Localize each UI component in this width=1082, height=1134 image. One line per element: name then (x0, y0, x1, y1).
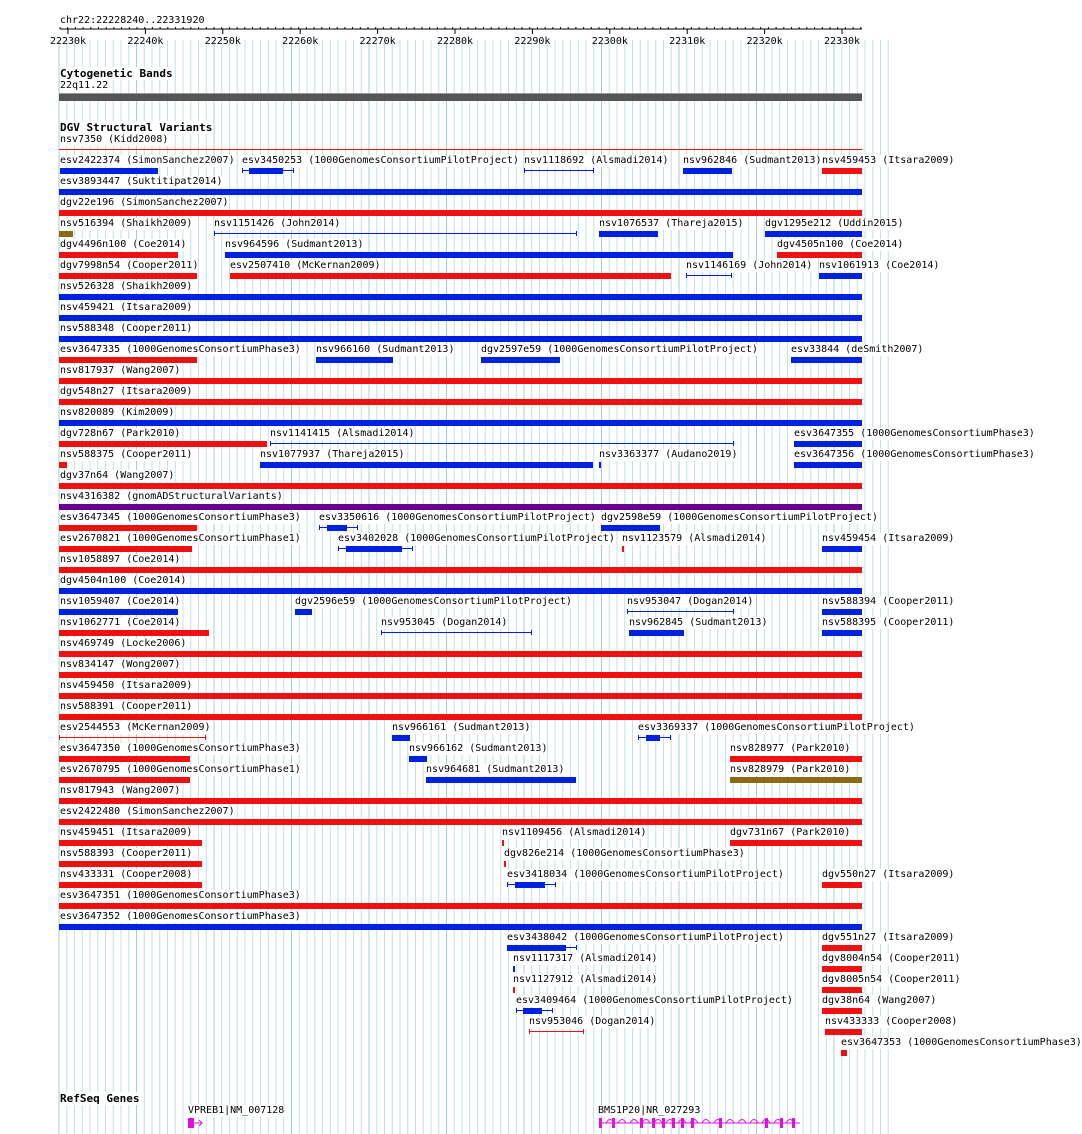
feature-bar[interactable] (59, 819, 862, 825)
feature-label: nsv1141415 (Alsmadi2014) (270, 428, 415, 439)
feature-bar[interactable] (59, 693, 862, 699)
feature-label: nsv588391 (Cooper2011) (60, 701, 193, 712)
feature-end-cap (686, 273, 687, 278)
feature-label: nsv1077937 (Thareja2015) (260, 449, 405, 460)
feature-bar[interactable] (59, 546, 192, 552)
feature-bar[interactable] (730, 756, 862, 762)
feature-end-cap (214, 231, 215, 236)
feature-label: nsv1146169 (John2014) (686, 260, 813, 271)
feature-end-cap (507, 882, 508, 887)
feature-bar[interactable] (513, 987, 515, 993)
feature-label: nsv1076537 (Thareja2015) (599, 218, 744, 229)
feature-label: nsv588375 (Cooper2011) (60, 449, 193, 460)
feature-label: esv3418034 (1000GenomesConsortiumPilotProject) (507, 869, 784, 880)
feature-bar[interactable] (59, 273, 197, 279)
feature-end-cap (593, 168, 594, 173)
feature-label: nsv1059407 (Coe2014) (60, 596, 181, 607)
feature-end-cap (529, 1029, 530, 1034)
feature-bar[interactable] (841, 1050, 847, 1056)
feature-bar[interactable] (59, 798, 862, 804)
feature-end-cap (59, 735, 60, 740)
ruler-tick-label: 22280k (436, 36, 474, 47)
feature-bar[interactable] (316, 357, 393, 363)
ruler-coords: chr22:22228240..22331920 (60, 15, 205, 26)
feature-bar[interactable] (59, 315, 862, 321)
feature-label: nsv817943 (Wang2007) (60, 785, 181, 796)
dgv-first-feature-label: nsv7350 (Kidd2008) (60, 134, 169, 145)
feature-end-cap (319, 525, 320, 530)
feature-span-line[interactable] (214, 233, 576, 234)
feature-bar[interactable] (59, 462, 67, 468)
feature-label: dgv2598e59 (1000GenomesConsortiumPilotProject) (601, 512, 878, 523)
feature-end-cap (242, 168, 243, 173)
feature-end-cap (576, 231, 577, 236)
feature-label: nsv966160 (Sudmant2013) (316, 344, 455, 355)
feature-end-cap (576, 945, 577, 950)
feature-label: esv3647345 (1000GenomesConsortiumPhase3) (60, 512, 301, 523)
feature-label: nsv966161 (Sudmant2013) (392, 722, 531, 733)
feature-bar[interactable] (523, 1008, 542, 1014)
feature-label: esv3647350 (1000GenomesConsortiumPhase3) (60, 743, 301, 754)
ruler-tick-label: 22240k (127, 36, 164, 47)
feature-bar[interactable] (230, 273, 671, 279)
feature-label: nsv1109456 (Alsmadi2014) (502, 827, 647, 838)
gene-intron-chevron (750, 1120, 758, 1124)
feature-label: nsv953047 (Dogan2014) (627, 596, 754, 607)
feature-label: dgv4505n100 (Coe2014) (777, 239, 904, 250)
feature-bar[interactable] (59, 840, 202, 846)
ruler-tick-label: 22290k (514, 36, 551, 47)
feature-label: nsv433333 (Cooper2008) (825, 1016, 958, 1027)
gene-exon (662, 1118, 665, 1128)
ruler-tick-label: 22330k (823, 36, 861, 47)
ruler-tick-label: 22320k (746, 36, 783, 47)
feature-label: nsv459454 (Itsara2009) (822, 533, 955, 544)
feature-bar[interactable] (59, 378, 862, 384)
feature-bar[interactable] (794, 441, 862, 447)
feature-bar[interactable] (59, 210, 862, 216)
feature-label: nsv1151426 (John2014) (214, 218, 341, 229)
feature-label: nsv1062771 (Coe2014) (60, 617, 181, 628)
refseq-gene-models[interactable] (0, 1114, 890, 1134)
feature-bar[interactable] (59, 882, 202, 888)
feature-label: esv3893447 (Suktitipat2014) (60, 176, 223, 187)
feature-bar[interactable] (59, 189, 862, 195)
feature-label: nsv953045 (Dogan2014) (381, 617, 508, 628)
feature-label: esv3350616 (1000GenomesConsortiumPilotProject) (319, 512, 596, 523)
feature-label: esv3647356 (1000GenomesConsortiumPhase3) (794, 449, 1035, 460)
feature-bar[interactable] (59, 756, 190, 762)
feature-bar[interactable] (646, 735, 660, 741)
feature-end-cap (552, 1008, 553, 1013)
feature-span-line[interactable] (270, 443, 733, 444)
feature-bar[interactable] (59, 861, 202, 867)
feature-end-cap (293, 168, 294, 173)
feature-label: nsv3363377 (Audano2019) (599, 449, 738, 460)
gene-intron-chevron (654, 1120, 662, 1124)
feature-bar[interactable] (599, 462, 601, 468)
feature-label: dgv548n27 (Itsara2009) (60, 386, 193, 397)
feature-bar[interactable] (59, 399, 862, 405)
feature-label: nsv588348 (Cooper2011) (60, 323, 193, 334)
feature-label: dgv7998n54 (Cooper2011) (60, 260, 199, 271)
feature-label: dgv550n27 (Itsara2009) (822, 869, 955, 880)
feature-bar[interactable] (59, 483, 862, 489)
feature-bar[interactable] (819, 273, 862, 279)
feature-label: nsv526328 (Shaikh2009) (60, 281, 193, 292)
feature-end-cap (412, 546, 413, 551)
feature-span-line[interactable] (524, 170, 593, 171)
feature-bar[interactable] (249, 168, 283, 174)
feature-end-cap (638, 735, 639, 740)
feature-label: nsv459421 (Itsara2009) (60, 302, 193, 313)
feature-bar[interactable] (502, 840, 504, 846)
feature-label: nsv1117317 (Alsmadi2014) (513, 953, 658, 964)
feature-bar[interactable] (481, 357, 560, 363)
feature-bar[interactable] (225, 252, 733, 258)
feature-bar[interactable] (629, 630, 684, 636)
feature-label: nsv459453 (Itsara2009) (822, 155, 955, 166)
feature-label: esv2422374 (SimonSanchez2007) (60, 155, 235, 166)
feature-bar[interactable] (59, 231, 73, 237)
feature-label: nsv4316382 (gnomADStructuralVariants) (60, 491, 283, 502)
ruler-tick-label: 22230k (49, 36, 87, 47)
feature-label: dgv2596e59 (1000GenomesConsortiumPilotProject) (295, 596, 572, 607)
feature-bar[interactable] (599, 231, 658, 237)
feature-label: nsv1061913 (Coe2014) (819, 260, 940, 271)
feature-label: nsv966162 (Sudmant2013) (409, 743, 548, 754)
feature-label: nsv588393 (Cooper2011) (60, 848, 193, 859)
feature-label: esv3647351 (1000GenomesConsortiumPhase3) (60, 890, 301, 901)
feature-end-cap (270, 441, 271, 446)
feature-label: nsv588395 (Cooper2011) (822, 617, 955, 628)
gene-exon (599, 1118, 602, 1128)
feature-label: esv3402028 (1000GenomesConsortiumPilotProject) (338, 533, 615, 544)
feature-bar[interactable] (59, 651, 862, 657)
feature-label: nsv964681 (Sudmant2013) (426, 764, 565, 775)
feature-span-line[interactable] (381, 632, 531, 633)
feature-label: esv3647355 (1000GenomesConsortiumPhase3) (794, 428, 1035, 439)
feature-bar[interactable] (295, 609, 312, 615)
feature-bar[interactable] (59, 504, 862, 510)
feature-label: nsv459450 (Itsara2009) (60, 680, 193, 691)
feature-label: nsv817937 (Wang2007) (60, 365, 181, 376)
feature-bar[interactable] (59, 294, 862, 300)
feature-label: nsv828977 (Park2010) (730, 743, 851, 754)
feature-label: nsv828979 (Park2010) (730, 764, 851, 775)
feature-end-cap (531, 630, 532, 635)
feature-bar[interactable] (392, 735, 410, 741)
refseq-track-title: RefSeq Genes (60, 1092, 140, 1105)
feature-label: nsv1118692 (Alsmadi2014) (524, 155, 669, 166)
feature-label: nsv834147 (Wong2007) (60, 659, 181, 670)
feature-bar[interactable] (730, 777, 862, 783)
feature-label: dgv8005n54 (Cooper2011) (822, 974, 961, 985)
feature-bar[interactable] (60, 168, 158, 174)
feature-bar[interactable] (59, 672, 862, 678)
gene-label-bms1p20: BMS1P20|NR_027293 (598, 1105, 701, 1116)
feature-bar[interactable] (327, 525, 347, 531)
feature-label: dgv1295e212 (Uddin2015) (765, 218, 904, 229)
feature-label: dgv22e196 (SimonSanchez2007) (60, 197, 229, 208)
feature-label: dgv826e214 (1000GenomesConsortiumPhase3) (504, 848, 745, 859)
feature-bar[interactable] (426, 777, 576, 783)
feature-end-cap (516, 1008, 517, 1013)
feature-label: esv3450253 (1000GenomesConsortiumPilotProject) (242, 155, 519, 166)
feature-bar[interactable] (59, 336, 862, 342)
gene-exon (188, 1118, 194, 1128)
ruler-tick-label: 22250k (204, 36, 241, 47)
feature-label: dgv8004n54 (Cooper2011) (822, 953, 961, 964)
feature-bar[interactable] (822, 966, 862, 972)
dgv-track-title: DGV Structural Variants (60, 121, 213, 134)
feature-label: dgv4496n100 (Coe2014) (60, 239, 187, 250)
feature-bar[interactable] (825, 1029, 862, 1035)
feature-bar[interactable] (601, 525, 660, 531)
feature-end-cap (733, 441, 734, 446)
feature-bar[interactable] (777, 252, 862, 258)
feature-bar[interactable] (59, 777, 190, 783)
cytoband-bar[interactable] (59, 93, 862, 101)
feature-bar[interactable] (59, 903, 862, 909)
feature-label: nsv1123579 (Alsmadi2014) (622, 533, 767, 544)
feature-label: esv3647352 (1000GenomesConsortiumPhase3) (60, 911, 301, 922)
feature-bar[interactable] (59, 420, 862, 426)
feature-end-cap (338, 546, 339, 551)
ruler-tick-label: 22270k (359, 36, 396, 47)
feature-end-cap (205, 735, 206, 740)
feature-nsv7350[interactable] (59, 149, 862, 150)
feature-label: nsv588394 (Cooper2011) (822, 596, 955, 607)
coordinate-ruler[interactable] (0, 0, 890, 60)
feature-bar[interactable] (59, 357, 197, 363)
feature-bar[interactable] (822, 945, 862, 951)
feature-bar[interactable] (822, 987, 862, 993)
feature-bar[interactable] (765, 231, 862, 237)
feature-bar[interactable] (504, 861, 506, 867)
feature-label: esv2544553 (McKernan2009) (60, 722, 211, 733)
gene-intron-chevron (702, 1120, 710, 1124)
feature-label: esv3647353 (1000GenomesConsortiumPhase3) (841, 1037, 1082, 1048)
feature-bar[interactable] (59, 630, 209, 636)
feature-label: dgv551n27 (Itsara2009) (822, 932, 955, 943)
feature-label: dgv2597e59 (1000GenomesConsortiumPilotProject) (481, 344, 758, 355)
feature-bar[interactable] (513, 966, 515, 972)
feature-label: nsv1127912 (Alsmadi2014) (513, 974, 658, 985)
feature-bar[interactable] (822, 609, 862, 615)
feature-label: esv2670821 (1000GenomesConsortiumPhase1) (60, 533, 301, 544)
feature-label: esv3438042 (1000GenomesConsortiumPilotProject) (507, 932, 784, 943)
feature-label: nsv469749 (Locke2006) (60, 638, 187, 649)
feature-bar[interactable] (515, 882, 545, 888)
feature-label: dgv4504n100 (Coe2014) (60, 575, 187, 586)
feature-bar[interactable] (791, 357, 862, 363)
feature-end-cap (524, 168, 525, 173)
feature-end-cap (731, 273, 732, 278)
feature-end-cap (555, 882, 556, 887)
gene-label-vpreb1: VPREB1|NM_007128 (188, 1105, 285, 1116)
feature-label: nsv953046 (Dogan2014) (529, 1016, 656, 1027)
feature-bar[interactable] (409, 756, 427, 762)
feature-bar[interactable] (507, 945, 566, 951)
feature-span-line[interactable] (529, 1031, 583, 1032)
feature-bar[interactable] (59, 714, 862, 720)
gene-intron-chevron (726, 1120, 734, 1124)
feature-label: esv3409464 (1000GenomesConsortiumPilotProject) (516, 995, 793, 1006)
feature-end-cap (733, 609, 734, 614)
feature-label: esv2422480 (SimonSanchez2007) (60, 806, 235, 817)
ruler-tick-label: 22310k (669, 36, 706, 47)
cytoband-track-title: Cytogenetic Bands (60, 67, 173, 80)
gene-intron-chevron (738, 1120, 746, 1124)
feature-label: dgv731n67 (Park2010) (730, 827, 851, 838)
gene-intron-chevron (618, 1120, 626, 1124)
gene-intron-chevron (630, 1120, 638, 1124)
feature-bar[interactable] (683, 168, 732, 174)
feature-bar[interactable] (730, 840, 862, 846)
feature-bar[interactable] (794, 462, 862, 468)
feature-end-cap (627, 609, 628, 614)
feature-end-cap (357, 525, 358, 530)
feature-span-line[interactable] (686, 275, 731, 276)
feature-bar[interactable] (59, 588, 862, 594)
feature-label: esv3369337 (1000GenomesConsortiumPilotProject) (638, 722, 915, 733)
feature-bar[interactable] (59, 525, 197, 531)
gene-strand-arrow (194, 1120, 202, 1126)
feature-bar[interactable] (59, 924, 862, 930)
feature-bar[interactable] (822, 630, 862, 636)
feature-end-cap (381, 630, 382, 635)
feature-label: dgv37n64 (Wang2007) (60, 470, 175, 481)
feature-label: nsv962845 (Sudmant2013) (629, 617, 768, 628)
feature-bar[interactable] (59, 567, 862, 573)
feature-end-cap (583, 1029, 584, 1034)
feature-label: esv33844 (deSmith2007) (791, 344, 924, 355)
feature-label: nsv1058897 (Coe2014) (60, 554, 181, 565)
feature-bar[interactable] (260, 462, 593, 468)
feature-label: nsv962846 (Sudmant2013) (683, 155, 822, 166)
ruler-tick-label: 22300k (591, 36, 628, 47)
feature-bar[interactable] (59, 441, 267, 447)
feature-label: dgv728n67 (Park2010) (60, 428, 181, 439)
feature-bar[interactable] (59, 609, 178, 615)
cytoband-label: 22q11.22 (60, 80, 109, 91)
gene-intron-chevron (642, 1120, 650, 1124)
feature-label: esv2670795 (1000GenomesConsortiumPhase1) (60, 764, 301, 775)
feature-bar[interactable] (822, 1008, 862, 1014)
feature-span-line[interactable] (627, 611, 733, 612)
feature-label: nsv820089 (Kim2009) (60, 407, 175, 418)
feature-label: esv2507410 (McKernan2009) (230, 260, 381, 271)
ruler-tick-label: 22260k (282, 36, 319, 47)
feature-label: nsv964596 (Sudmant2013) (225, 239, 364, 250)
feature-bar[interactable] (822, 882, 862, 888)
feature-label: nsv459451 (Itsara2009) (60, 827, 193, 838)
feature-bar[interactable] (346, 546, 402, 552)
feature-bar[interactable] (59, 252, 178, 258)
feature-label: nsv516394 (Shaikh2009) (60, 218, 193, 229)
feature-bar[interactable] (822, 546, 862, 552)
feature-bar[interactable] (822, 168, 862, 174)
feature-label: nsv433331 (Cooper2008) (60, 869, 193, 880)
feature-bar[interactable] (622, 546, 624, 552)
feature-span-line[interactable] (59, 737, 205, 738)
feature-label: esv3647335 (1000GenomesConsortiumPhase3) (60, 344, 301, 355)
ruler-axis (0, 0, 890, 60)
feature-label: dgv38n64 (Wang2007) (822, 995, 937, 1006)
feature-end-cap (670, 735, 671, 740)
